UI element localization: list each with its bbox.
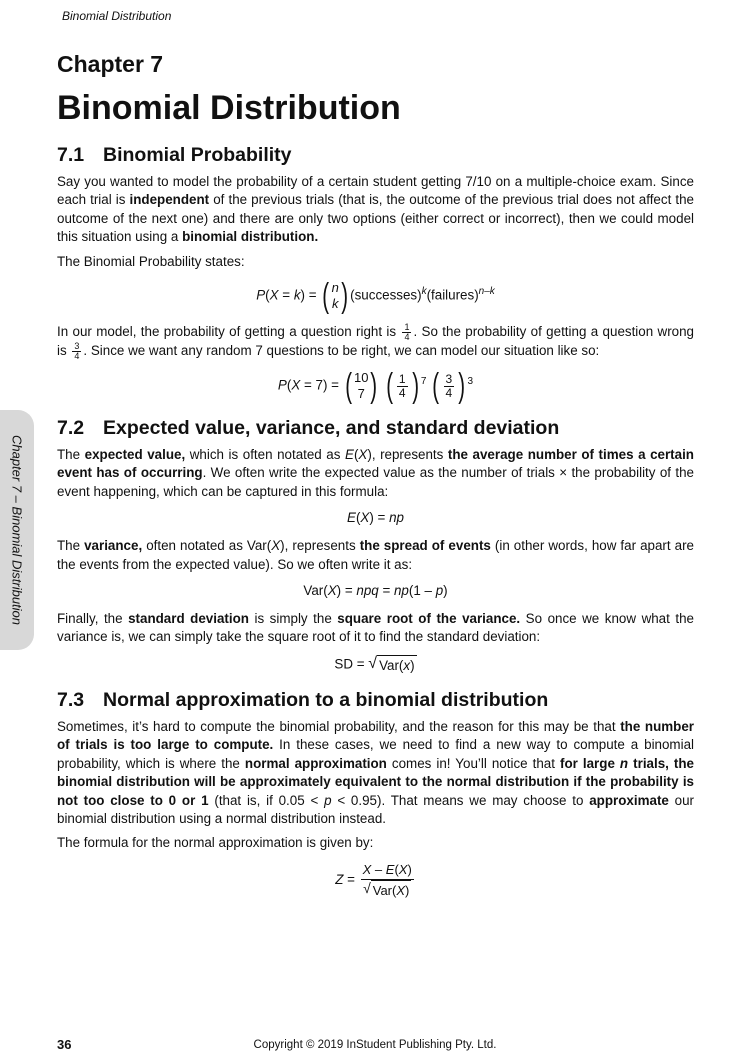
page-content — [57, 48, 694, 910]
example-probability-formula: P(X = 7) = ( 10 7 ) ( $\frac{1}{4}$ ) $^7$ ( $\frac{3}{4}$ ) $^3$ — [277, 367, 474, 406]
paragraph: Finally, the standard deviation is simply the square root of the variance. So once we know what the variance is, we can simply take the square root of it to find the standard deviation: — [57, 611, 694, 645]
variance-formula: Var(X) = npq = np(1 – p) — [303, 583, 448, 599]
page-number: 36 — [57, 1037, 72, 1052]
section-heading-7-1: 7.1 Binomial Probability — [57, 144, 292, 166]
paragraph: The Binomial Probability states: — [57, 253, 245, 269]
paragraph: The expected value, which is often notated as E(X), represents the average number of times a certain event has of occurring. We often write the expected value as the number of trials × the probability of the event happening, which can be captured in this formula: — [57, 447, 694, 499]
paragraph: In our model, the probability of getting a question right is $\frac{1}{4}$ . So the probability of getting a question wrong is $\frac{3}{4}$ . Since we want any random 7 questions to be right, we can model our situation like so: — [57, 322, 695, 362]
chapter-side-tab — [0, 410, 34, 650]
chapter-title: Binomial Distribution — [57, 89, 401, 127]
paragraph: Say you wanted to model the probability of a certain student getting 7/10 on a multiple-choice exam. Since each trial is independent of the previous trials (that is, the outcome of the previous trial does not affect the outcome of the next one) and there are only two options (either correct or incorrect), then we could model this situation using a binomial distribution. — [57, 174, 694, 245]
copyright-notice: Copyright © 2019 InStudent Publishing Pty. Ltd. — [253, 1039, 497, 1051]
side-tab-label: Chapter 7 – Binomial Distribution — [9, 434, 25, 626]
section-heading-7-3: 7.3 Normal approximation to a binomial distribution — [57, 688, 549, 711]
paragraph: Sometimes, it’s hard to compute the binomial probability, and the reason for this may be that the number of trials is too large to compute. In these cases, we need to find a new way to compute a binomial probability, which is where the normal approximation comes in! You’ll notice that for large n trials, the binomial distribution will be approximately equivalent to the normal distribution if the probability is not too close to 0 or 1 (that is, if 0.05 < p < 0.95). That means we may choose to approximate our binomial distribution using a normal distribution instead. — [57, 718, 695, 826]
binomial-probability-formula: P(X = k) = ( n k ) (successes)$^k$(failures)$^{n-k}$ — [256, 277, 495, 316]
running-head: Binomial Distribution — [62, 9, 172, 23]
expected-value-formula: E(X) = np — [347, 510, 404, 526]
section-heading-7-2: 7.2 Expected value, variance, and standard deviation — [57, 417, 560, 440]
paragraph: The formula for the normal approximation is given by: — [57, 835, 374, 851]
paragraph: The variance, often notated as Var(X), represents the spread of events (in other words, how far apart are the events from the expected value). So we often write it as: — [57, 538, 694, 572]
normal-approximation-formula: Z = X – E(X) √ Var(X) — [335, 861, 412, 898]
standard-deviation-formula: SD = √ Var(x) — [334, 654, 415, 673]
chapter-label: Chapter 7 — [57, 51, 164, 77]
